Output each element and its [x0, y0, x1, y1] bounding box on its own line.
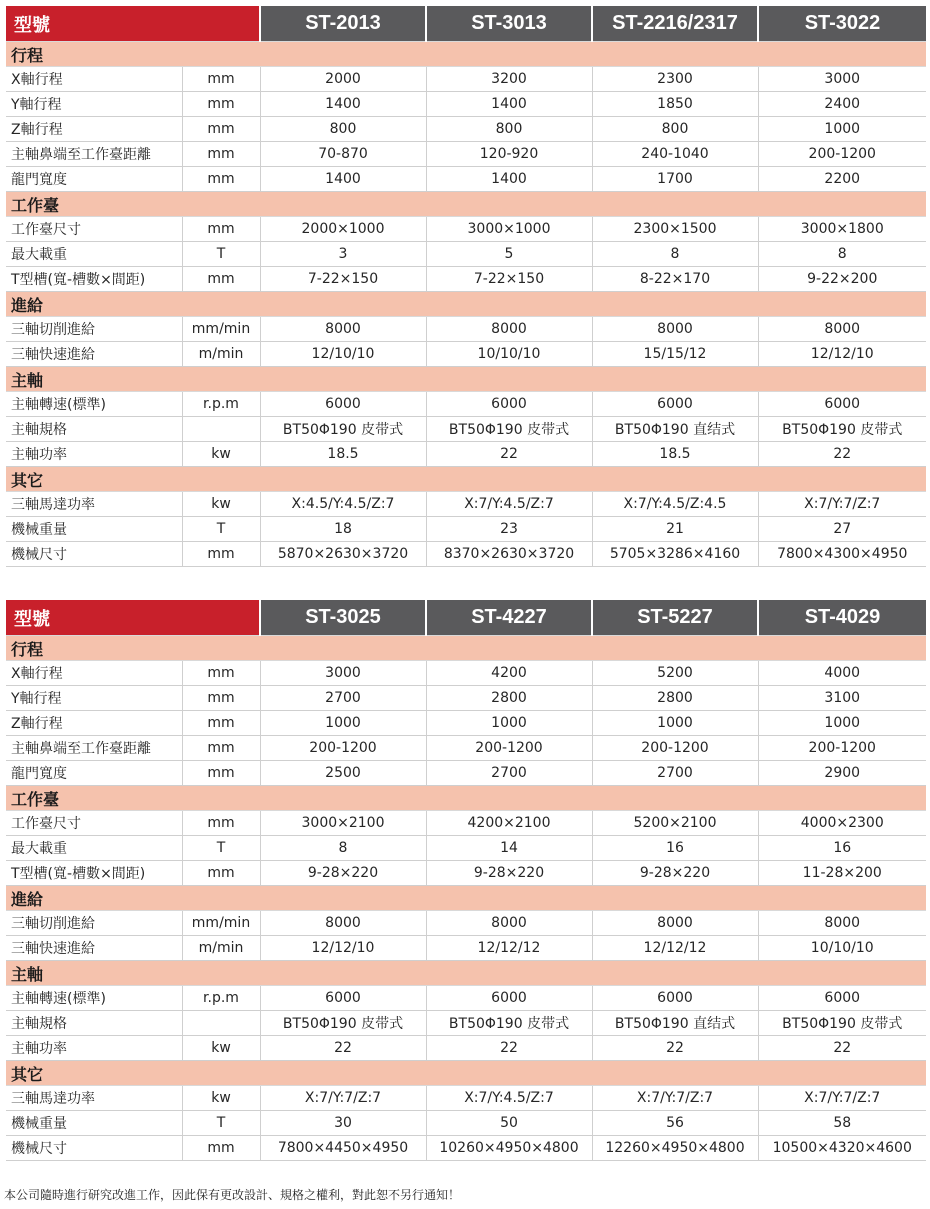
spec-value: 3000×1800: [758, 217, 926, 242]
spec-value: 22: [592, 1036, 758, 1061]
spec-value: 22: [758, 442, 926, 467]
spec-value: 6000: [260, 986, 426, 1011]
table-row: [6, 167, 926, 192]
section-title: 其它: [6, 467, 926, 492]
spec-value: 8000: [426, 317, 592, 342]
table-row: [6, 492, 926, 517]
spec-name: 三軸馬達功率: [6, 1086, 182, 1111]
spec-value: 1000: [426, 711, 592, 736]
spec-value: 50: [426, 1111, 592, 1136]
spec-name: Z軸行程: [6, 711, 182, 736]
spec-unit: mm: [182, 811, 260, 836]
spec-value: 8370×2630×3720: [426, 542, 592, 567]
spec-value: 21: [592, 517, 758, 542]
spec-value: 3200: [426, 67, 592, 92]
spec-value: 27: [758, 517, 926, 542]
spec-value: BT50Φ190 皮带式: [260, 417, 426, 442]
spec-value: 6000: [260, 392, 426, 417]
spec-value: 5200: [592, 661, 758, 686]
spec-unit: mm: [182, 142, 260, 167]
spec-value: 6000: [758, 392, 926, 417]
spec-unit: m/min: [182, 342, 260, 367]
spec-name: 主軸功率: [6, 442, 182, 467]
spec-name: 主軸規格: [6, 1011, 182, 1036]
table-row: [6, 542, 926, 567]
table-row: [6, 92, 926, 117]
spec-value: 2900: [758, 761, 926, 786]
spec-unit: mm/min: [182, 317, 260, 342]
table-row: [6, 861, 926, 886]
spec-value: X:4.5/Y:4.5/Z:7: [260, 492, 426, 517]
spec-value: 9-28×220: [260, 861, 426, 886]
spec-value: 12/12/12: [592, 936, 758, 961]
spec-unit: kw: [182, 442, 260, 467]
spec-value: 8000: [260, 911, 426, 936]
spec-unit: kw: [182, 492, 260, 517]
spec-name: 最大載重: [6, 836, 182, 861]
model-name: ST-4227: [426, 600, 592, 636]
table-row: [6, 392, 926, 417]
spec-value: 58: [758, 1111, 926, 1136]
spec-unit: mm: [182, 861, 260, 886]
table-row: [6, 736, 926, 761]
spec-value: 4200×2100: [426, 811, 592, 836]
spec-value: 4200: [426, 661, 592, 686]
section-title: 進給: [6, 886, 926, 911]
table-row: [6, 342, 926, 367]
spec-value: 18.5: [592, 442, 758, 467]
spec-unit: kw: [182, 1036, 260, 1061]
spec-unit: T: [182, 1111, 260, 1136]
spec-value: 7800×4300×4950: [758, 542, 926, 567]
table-row: [6, 986, 926, 1011]
spec-value: 3000: [260, 661, 426, 686]
spec-value: 3000×1000: [426, 217, 592, 242]
spec-value: 2000: [260, 67, 426, 92]
spec-value: 200-1200: [758, 142, 926, 167]
table-row: [6, 661, 926, 686]
spec-value: 6000: [426, 986, 592, 1011]
spec-value: 1000: [758, 117, 926, 142]
spec-name: 最大載重: [6, 242, 182, 267]
spec-value: BT50Φ190 皮带式: [426, 1011, 592, 1036]
spec-value: 7-22×150: [260, 267, 426, 292]
table-row: [6, 1086, 926, 1111]
spec-name: T型槽(寬-槽數×間距): [6, 267, 182, 292]
spec-value: 10/10/10: [758, 936, 926, 961]
spec-value: 1400: [426, 167, 592, 192]
spec-unit: mm: [182, 67, 260, 92]
spec-value: BT50Φ190 皮带式: [426, 417, 592, 442]
spec-value: 1400: [260, 92, 426, 117]
spec-value: 10/10/10: [426, 342, 592, 367]
spec-unit: mm: [182, 736, 260, 761]
spec-value: 12260×4950×4800: [592, 1136, 758, 1161]
spec-table: [6, 600, 926, 1161]
spec-value: 200-1200: [592, 736, 758, 761]
model-name: ST-2216/2317: [592, 6, 758, 42]
spec-name: 機械尺寸: [6, 542, 182, 567]
spec-value: 800: [426, 117, 592, 142]
section-title: 進給: [6, 292, 926, 317]
spec-name: Z軸行程: [6, 117, 182, 142]
spec-value: 22: [758, 1036, 926, 1061]
spec-name: 主軸功率: [6, 1036, 182, 1061]
spec-value: 6000: [592, 392, 758, 417]
spec-name: 三軸快速進給: [6, 936, 182, 961]
spec-value: 2700: [426, 761, 592, 786]
spec-unit: mm: [182, 542, 260, 567]
spec-value: 240-1040: [592, 142, 758, 167]
spec-value: 1850: [592, 92, 758, 117]
spec-value: 3000×2100: [260, 811, 426, 836]
spec-name: 主軸規格: [6, 417, 182, 442]
spec-unit: mm: [182, 686, 260, 711]
spec-table: [6, 6, 926, 567]
spec-value: 2500: [260, 761, 426, 786]
spec-value: 6000: [426, 392, 592, 417]
spec-value: X:7/Y:7/Z:7: [260, 1086, 426, 1111]
spec-value: 1400: [260, 167, 426, 192]
spec-value: 800: [260, 117, 426, 142]
table-row: [6, 1111, 926, 1136]
section-title: 工作臺: [6, 786, 926, 811]
spec-value: 16: [758, 836, 926, 861]
spec-unit: mm: [182, 661, 260, 686]
spec-value: 10260×4950×4800: [426, 1136, 592, 1161]
spec-unit: mm: [182, 1136, 260, 1161]
spec-value: 7-22×150: [426, 267, 592, 292]
spec-value: 14: [426, 836, 592, 861]
spec-name: 機械重量: [6, 517, 182, 542]
spec-unit: mm: [182, 117, 260, 142]
spec-value: 200-1200: [758, 736, 926, 761]
spec-value: 8000: [260, 317, 426, 342]
table-row: [6, 686, 926, 711]
spec-name: 龍門寬度: [6, 167, 182, 192]
spec-value: 8: [260, 836, 426, 861]
spec-value: 3: [260, 242, 426, 267]
spec-value: 30: [260, 1111, 426, 1136]
spec-value: X:7/Y:4.5/Z:7: [426, 492, 592, 517]
spec-value: 2700: [260, 686, 426, 711]
spec-value: 10500×4320×4600: [758, 1136, 926, 1161]
spec-unit: mm: [182, 92, 260, 117]
spec-value: 22: [260, 1036, 426, 1061]
table-row: [6, 836, 926, 861]
spec-value: 12/10/10: [260, 342, 426, 367]
spec-unit: mm: [182, 761, 260, 786]
spec-value: 2000×1000: [260, 217, 426, 242]
spec-value: 1700: [592, 167, 758, 192]
spec-value: 800: [592, 117, 758, 142]
spec-value: 2800: [592, 686, 758, 711]
table-row: [6, 142, 926, 167]
spec-value: X:7/Y:4.5/Z:7: [426, 1086, 592, 1111]
spec-value: 16: [592, 836, 758, 861]
spec-value: 8000: [592, 911, 758, 936]
spec-value: 56: [592, 1111, 758, 1136]
spec-unit: kw: [182, 1086, 260, 1111]
spec-name: 三軸切削進給: [6, 317, 182, 342]
spec-value: BT50Φ190 皮带式: [758, 417, 926, 442]
spec-unit: [182, 1011, 260, 1036]
spec-unit: mm: [182, 167, 260, 192]
spec-value: 12/12/10: [758, 342, 926, 367]
spec-value: 8000: [758, 911, 926, 936]
spec-name: Y軸行程: [6, 686, 182, 711]
model-header-label: 型號: [6, 600, 260, 636]
spec-name: 主軸轉速(標準): [6, 986, 182, 1011]
footnote: 本公司隨時進行研究改進工作，因此保有更改設計、規格之權利，對此恕不另行通知！: [4, 1188, 461, 1202]
spec-unit: T: [182, 242, 260, 267]
spec-value: X:7/Y:7/Z:7: [758, 1086, 926, 1111]
table-row: [6, 711, 926, 736]
spec-value: 8000: [758, 317, 926, 342]
spec-value: X:7/Y:4.5/Z:4.5: [592, 492, 758, 517]
spec-unit: mm: [182, 711, 260, 736]
spec-value: 2300: [592, 67, 758, 92]
model-name: ST-3022: [758, 6, 926, 42]
spec-value: 2800: [426, 686, 592, 711]
spec-value: 22: [426, 1036, 592, 1061]
spec-value: 5870×2630×3720: [260, 542, 426, 567]
spec-value: 9-28×220: [592, 861, 758, 886]
spec-value: 6000: [758, 986, 926, 1011]
spec-value: 120-920: [426, 142, 592, 167]
spec-name: 主軸轉速(標準): [6, 392, 182, 417]
spec-value: 9-22×200: [758, 267, 926, 292]
spec-value: BT50Φ190 皮带式: [758, 1011, 926, 1036]
spec-value: 12/12/12: [426, 936, 592, 961]
spec-name: 三軸切削進給: [6, 911, 182, 936]
spec-value: 8-22×170: [592, 267, 758, 292]
model-name: ST-5227: [592, 600, 758, 636]
table-row: [6, 911, 926, 936]
section-title: 工作臺: [6, 192, 926, 217]
spec-value: 5: [426, 242, 592, 267]
spec-unit: r.p.m: [182, 392, 260, 417]
spec-value: 2200: [758, 167, 926, 192]
section-title: 行程: [6, 636, 926, 661]
table-row: [6, 761, 926, 786]
spec-value: 4000: [758, 661, 926, 686]
spec-value: 9-28×220: [426, 861, 592, 886]
spec-name: 主軸鼻端至工作臺距離: [6, 142, 182, 167]
table-row: [6, 217, 926, 242]
model-header-label: 型號: [6, 6, 260, 42]
spec-value: 8000: [426, 911, 592, 936]
spec-name: X軸行程: [6, 661, 182, 686]
spec-value: X:7/Y:7/Z:7: [592, 1086, 758, 1111]
spec-value: 11-28×200: [758, 861, 926, 886]
table-row: [6, 1011, 926, 1036]
spec-value: 3100: [758, 686, 926, 711]
spec-value: 1000: [758, 711, 926, 736]
spec-name: T型槽(寬-槽數×間距): [6, 861, 182, 886]
table-row: [6, 317, 926, 342]
spec-value: 200-1200: [426, 736, 592, 761]
spec-value: 8000: [592, 317, 758, 342]
spec-value: 70-870: [260, 142, 426, 167]
spec-value: 2300×1500: [592, 217, 758, 242]
spec-unit: mm: [182, 217, 260, 242]
model-name: ST-4029: [758, 600, 926, 636]
spec-value: 8: [758, 242, 926, 267]
spec-value: 6000: [592, 986, 758, 1011]
spec-value: 5200×2100: [592, 811, 758, 836]
spec-value: 4000×2300: [758, 811, 926, 836]
spec-name: Y軸行程: [6, 92, 182, 117]
spec-name: 機械尺寸: [6, 1136, 182, 1161]
spec-value: 22: [426, 442, 592, 467]
spec-name: 工作臺尺寸: [6, 217, 182, 242]
spec-unit: [182, 417, 260, 442]
spec-value: 12/12/10: [260, 936, 426, 961]
spec-name: 三軸快速進給: [6, 342, 182, 367]
spec-value: 8: [592, 242, 758, 267]
spec-value: 7800×4450×4950: [260, 1136, 426, 1161]
model-name: ST-2013: [260, 6, 426, 42]
table-row: [6, 442, 926, 467]
spec-name: 機械重量: [6, 1111, 182, 1136]
spec-name: 龍門寬度: [6, 761, 182, 786]
spec-value: 15/15/12: [592, 342, 758, 367]
table-row: [6, 517, 926, 542]
spec-name: 三軸馬達功率: [6, 492, 182, 517]
section-title: 行程: [6, 42, 926, 67]
table-row: [6, 117, 926, 142]
table-row: [6, 1036, 926, 1061]
spec-name: 主軸鼻端至工作臺距離: [6, 736, 182, 761]
spec-value: 2400: [758, 92, 926, 117]
spec-value: BT50Φ190 直结式: [592, 1011, 758, 1036]
spec-value: 2700: [592, 761, 758, 786]
spec-value: 1000: [260, 711, 426, 736]
spec-unit: mm: [182, 267, 260, 292]
spec-value: BT50Φ190 皮带式: [260, 1011, 426, 1036]
spec-value: 23: [426, 517, 592, 542]
spec-unit: m/min: [182, 936, 260, 961]
spec-unit: T: [182, 836, 260, 861]
table-row: [6, 1136, 926, 1161]
spec-value: X:7/Y:7/Z:7: [758, 492, 926, 517]
table-row: [6, 242, 926, 267]
spec-name: 工作臺尺寸: [6, 811, 182, 836]
spec-unit: r.p.m: [182, 986, 260, 1011]
spec-value: 1000: [592, 711, 758, 736]
section-title: 主軸: [6, 367, 926, 392]
table-row: [6, 417, 926, 442]
table-row: [6, 811, 926, 836]
spec-value: 18.5: [260, 442, 426, 467]
model-name: ST-3013: [426, 6, 592, 42]
section-title: 其它: [6, 1061, 926, 1086]
table-row: [6, 67, 926, 92]
spec-unit: T: [182, 517, 260, 542]
spec-name: X軸行程: [6, 67, 182, 92]
spec-unit: mm/min: [182, 911, 260, 936]
table-row: [6, 936, 926, 961]
spec-value: 3000: [758, 67, 926, 92]
section-title: 主軸: [6, 961, 926, 986]
spec-value: 200-1200: [260, 736, 426, 761]
spec-value: 1400: [426, 92, 592, 117]
spec-value: 18: [260, 517, 426, 542]
table-row: [6, 267, 926, 292]
spec-value: 5705×3286×4160: [592, 542, 758, 567]
spec-value: BT50Φ190 直结式: [592, 417, 758, 442]
model-name: ST-3025: [260, 600, 426, 636]
